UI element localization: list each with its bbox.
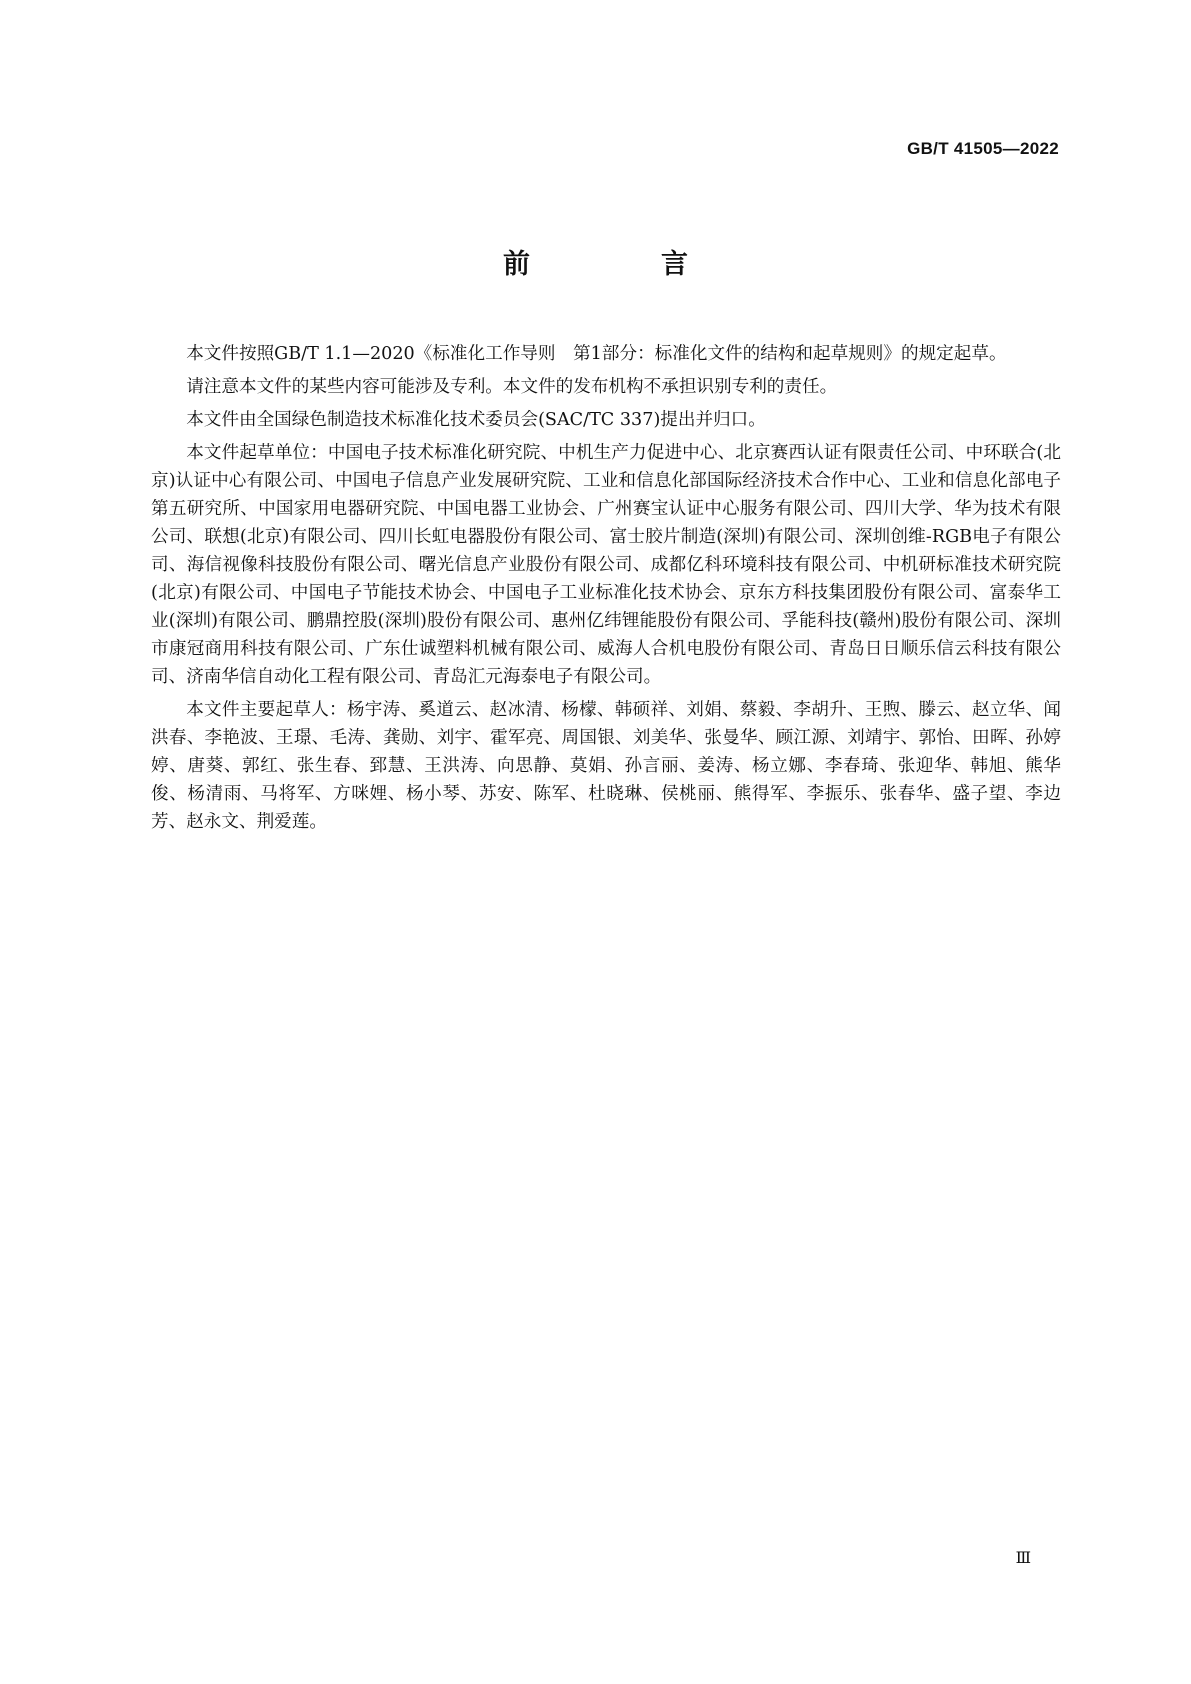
preface-body [151, 340, 1061, 841]
page-number: Ⅲ [1015, 1550, 1031, 1567]
page-title: 前 言 [503, 249, 740, 280]
paragraph-drafting-units: 本文件起草单位：中国电子技术标准化研究院、中机生产力促进中心、北京赛西认证有限责任公司、中环联合(北京)认证中心有限公司、中国电子信息产业发展研究院、工业和信息化部国际经济技术合作中心、工业和信息化部电子第五研究所、中国家用电器研究院、中国电器工业协会、广州赛宝认证中心服务有限公司、四川大学、华为技术有限公司、联想(北京)有限公司、四川长虹电器股份有限公司、富士胶片制造(深圳)有限公司、深圳创维-RGB电子有限公司、海信视像科技股份有限公司、曙光信息产业股份有限公司、成都亿科环境科技有限公司、中机研标准技术研究院(北京)有限公司、中国电子节能技术协会、中国电子工业标准化技术协会、京东方科技集团股份有限公司、富泰华工业(深圳)有限公司、鹏鼎控股(深圳)股份有限公司、惠州亿纬锂能股份有限公司、孚能科技(赣州)股份有限公司、深圳市康冠商用科技有限公司、广东仕诚塑料机械有限公司、威海人合机电股份有限公司、青岛日日顺乐信云科技有限公司、济南华信自动化工程有限公司、青岛汇元海泰电子有限公司。 [151, 443, 1061, 687]
paragraph-proposer: 本文件由全国绿色制造技术标准化技术委员会(SAC/TC 337)提出并归口。 [186, 410, 766, 430]
paragraph-patent-notice: 请注意本文件的某些内容可能涉及专利。本文件的发布机构不承担识别专利的责任。 [186, 377, 838, 397]
standard-code: GB/T 41505—2022 [907, 139, 1059, 158]
paragraph-drafters: 本文件主要起草人：杨宇涛、奚道云、赵冰清、杨檬、韩硕祥、刘娟、蔡毅、李胡升、王煦、滕云、赵立华、闻洪春、李艳波、王璟、毛涛、龚勋、刘宇、霍军亮、周国银、刘美华、张曼华、顾江源、刘靖宇、郭怡、田晖、孙婷婷、唐葵、郭红、张生春、郅慧、王洪涛、向思静、莫娟、孙言丽、姜涛、杨立娜、李春琦、张迎华、韩旭、熊华俊、杨清雨、马将军、方咪娌、杨小琴、苏安、陈军、杜晓琳、侯桃丽、熊得军、李振乐、张春华、盛子望、李边芳、赵永文、荆爱莲。 [151, 700, 1061, 832]
paragraph-drafting-basis: 本文件按照GB/T 1.1—2020《标准化工作导则 第1部分：标准化文件的结构和起草规则》的规定起草。 [186, 344, 1007, 364]
